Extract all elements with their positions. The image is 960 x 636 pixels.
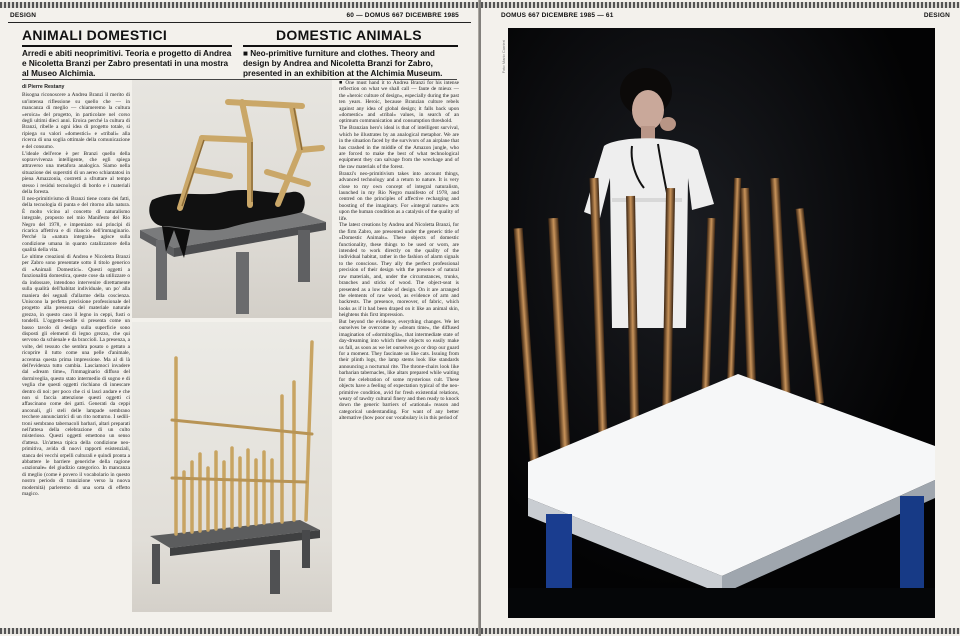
photo-bench bbox=[132, 322, 332, 612]
model-face bbox=[632, 90, 664, 130]
italian-paragraph: Le ultime creazioni di Andrea e Nicoletta Branzi per Zabro sono presentate sotto il titolo generico di «Animali Domestici». Questi oggetti a funzionalità domestica, queste cose da utilizzare o da indossare, intendono intervenire direttamente sulla qualità dell'habitat individuale, un po' alla maniera dei segnali d'allarme della coscienza. Uniscono la perfetta precisione professionale del progetto alla presenza del materiale naturale grezzo, in questo caso il legno in ceppi, fusti o tondelli. L'oggetto-sedile si presenta come un basso tavolo di design sulla superficie sono disposti gli elementi di legno grezzo, che qui servono da schienale e da braccioli. La presenza, a volte, del tessuto che sembra posato o gettato a ricoprire il tutto come una pelle d'animale, accentua questa prima impressione. Ma al di là dell'evidenza tutto cambia. Lasciamoci invadere dal «dream time», l'immaginario diffuso del dormiveglia, questo stato intermedio di sogno e di veglia che questi oggetti rischiano di innescare dentro di noi: per poco che ci si lasci andare e che non si faccia attenzione questi oggetti ci affascinano come dei gatti. Generati da ceppi anconali, gli steli delle lampade sembrano tecchere annunciatrici di un rito notturno. I sedili-troni sembrano tabernacoli barbari, altari preparati nell'attesa della celebrazione di un culto misterioso. Questi oggetti emettono un senso d'attesa. Un'attesa tipica della condizione neo-primitiva, avida di nuovi rapporti esistenziali, stanca dei vecchi orpelli culturali e quindi pronta a abbattere le barriere generiche della ragione «razionale» del giudizio categorico. In mancanza di meglio (come è povero il vocabolario in questo nostro periodo di transizione verso la nuova modernità) parleremo di una sorta di effetto magico. bbox=[22, 254, 130, 498]
title-underline-english bbox=[243, 45, 458, 47]
running-head-folio: 60 — DOMUS 667 DICEMBRE 1985 bbox=[346, 12, 459, 19]
bench-sticks bbox=[176, 342, 312, 534]
italian-paragraph: Il neo-primitivismo di Branzi tiene conto dei fatti, della tecnologia di punta e del ritorno alla natura. È molto vicino al concetto di naturalismo integrale, proposto nel mio Manifesto del Rio Negro del 1978, e impemiato sui principi di ricarica affettiva e di rilancio dell'immaginario. Perché la «natura integrale» agisce sulla condizione umana in quanto catalizzatore della qualità della vita. bbox=[22, 195, 130, 254]
decorative-bottom-strip bbox=[0, 628, 479, 634]
chair-illustration bbox=[132, 80, 332, 318]
decorative-bottom-strip bbox=[481, 628, 960, 634]
deck-english: ■ Neo-primitive furniture and clothes. Theory and design by Andrea and Nicoletta Branzi for Zabro, presented in an exhibition at the Alchimia Museum. bbox=[243, 49, 443, 78]
header-rule bbox=[8, 22, 471, 23]
italian-paragraph: Bisogna riconoscere a Andrea Branzi il merito di un'intensa riflessione su quello che — in mancanza di meglio — chiameremo la cultura «eroica» del progetto, in particolare nel corso degli ultimi dieci anni. Eroica perché la cultura di Branzi, ribelle a ogni idea di progetto totale, si ripiega su valori «domestici» e «tribali» alla ricerca di una soglia ottimale della comunicazione e del consumo. bbox=[22, 92, 130, 150]
photo-chair bbox=[132, 80, 332, 318]
running-head-section: DESIGN bbox=[923, 12, 950, 19]
english-paragraph: ■ One must hand it to Andrea Branzi for his intense reflection on what we shall call — faute de mieux — the «heroic culture of design», especially during the past ten years. Heroic, because Branzian culture rebels against any idea of global design; it falls back upon «domestic» and «tribal» values, in search of an optimum communication and consumption threshold. bbox=[339, 80, 459, 125]
table-leg bbox=[236, 252, 249, 314]
bench-leg bbox=[302, 530, 310, 568]
bench-leg bbox=[152, 544, 160, 584]
model-hand bbox=[660, 117, 676, 131]
right-page bbox=[481, 0, 960, 636]
model-scene-illustration bbox=[508, 28, 935, 618]
wood-branches bbox=[180, 102, 322, 208]
table-leg bbox=[298, 230, 310, 282]
table-leg bbox=[156, 240, 167, 300]
english-paragraph: Branzi's neo-primitivism takes into account things, advanced technology and a return to nature. It is very close to my own concept of integral naturalism, launched in my Rio Negro manifesto of 1978, and centred on the principles of affective recharging and boosting of the imaginary. For «integral nature» acts upon the human condition as a catalysis of the quality of life. bbox=[339, 170, 459, 222]
title-english: DOMESTIC ANIMALS bbox=[276, 27, 422, 43]
italian-paragraph: L'ideale dell'eroe è per Branzi quello della sopravvivenza intelligente, che egli spiega attraverso una metafora analogica. Siamo nella situazione dei superstiti di un aereo schiantatosi in piena Amazzonia, costretti a sfruttare al tempo stesso i residui tecnologici di bordo e i materiali della foresta. bbox=[22, 150, 130, 195]
bench-illustration bbox=[132, 322, 332, 612]
english-paragraph: But beyond the evidence, everything changes. We let ourselves be overcome by «dream time», the diffused imagination of «dormitoglia», that intermediate state of day-dreaming into which these objects so easily make us fall, as soon as we let ourselves go or drop our guard for a moment. They fascinate us like cats. Issuing from their plinth logs, the lamp stems look like standards announcing a nocturnal rite. The throne-chairs look like barbarian tabernacles, like altars prepared while waiting for the celebration of some mysterious cult. These objects have a feeling of expectation typical of the neo-primitive condition, avid for fresh existential relations, weary of tawdry cultural finery and then ready to knock down the generic barriers of «rational» reason and categorical understanding. For want of any better alternative (how poor our vocabulary is in this period of bbox=[339, 319, 459, 422]
photo-credit: Foto Mario Carrieri bbox=[501, 40, 506, 74]
decorative-top-strip bbox=[0, 2, 479, 8]
left-page bbox=[0, 0, 479, 636]
english-paragraph: The Branzian hero's ideal is that of intelligent survival, which he illustrates by an analogical metaphor. We are in the situation faced by the survivors of an airplane that has crashed in the middle of the Amazon jungle, who are forced to make the best of what technological equipment they can salvage from the wreckage and of the raw materials of the forest. bbox=[339, 125, 459, 170]
english-paragraph: The latest creations by Andrea and Nicoletta Branzi, for the firm Zabro, are presented under the generic title of «Domestic Animals». These objects of domestic functionality, these things to be used or worn, are intended to work directly on the quality of the individual habitat, rather in the fashion of alarm signals to the conscious. They ally the perfect professional precision of their design with the presence of natural raw materials, and, under the circumstances, trunks, branches and sticks of wood. The object-seat is presented as a low table of design. On it are arranged the elements of raw wood, as evidence of arm and backrests. The presence, moreover, of fabric, which looks as if it had been draped on it like an animal skin, heightens this first impression. bbox=[339, 222, 459, 319]
decorative-top-strip bbox=[481, 2, 960, 8]
byline: di Pierre Restany bbox=[22, 84, 65, 90]
running-head-folio: DOMUS 667 DICEMBRE 1985 — 61 bbox=[501, 12, 614, 19]
title-underline-italian bbox=[22, 45, 232, 47]
title-italian: ANIMALI DOMESTICI bbox=[22, 27, 168, 43]
photo-model-with-lamps bbox=[508, 28, 935, 618]
italian-column bbox=[22, 84, 130, 618]
running-head-section: DESIGN bbox=[10, 12, 37, 19]
english-column bbox=[339, 80, 459, 618]
bench-leg bbox=[270, 550, 280, 594]
deck-italian: Arredi e abiti neoprimitivi. Teoria e progetto di Andrea e Nicoletta Branzi per Zabro presentati in una mostra al Museo Alchimia. bbox=[22, 49, 232, 78]
